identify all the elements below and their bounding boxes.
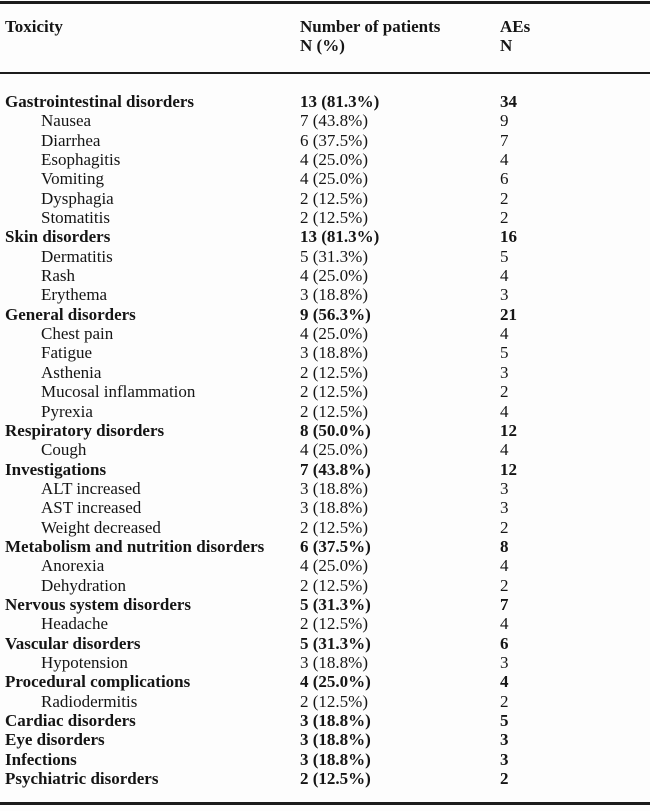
table-row	[0, 363, 650, 382]
patients-cell: 4 (25.0%)	[300, 672, 371, 692]
table-row	[0, 227, 650, 246]
table-row	[0, 247, 650, 266]
patients-cell: 3 (18.8%)	[300, 652, 368, 672]
aes-cell: 3	[500, 478, 509, 498]
aes-cell: 4	[500, 266, 509, 286]
table-row	[0, 208, 650, 227]
patients-cell: 13 (81.3%)	[300, 92, 380, 111]
patients-cell: 7 (43.8%)	[300, 111, 368, 131]
patients-cell: 3 (18.8%)	[300, 478, 368, 498]
aes-cell: 21	[500, 304, 517, 324]
table-row	[0, 324, 650, 343]
column-header-patients-line1: Number of patients	[300, 17, 441, 36]
aes-cell: 5	[500, 246, 509, 266]
aes-cell: 7	[500, 130, 509, 150]
toxicity-cell: Infections	[5, 749, 77, 769]
aes-cell: 4	[500, 556, 509, 576]
toxicity-cell: Eye disorders	[5, 730, 105, 750]
toxicity-cell: Respiratory disorders	[5, 420, 165, 440]
aes-cell: 2	[500, 691, 509, 711]
table-row	[0, 653, 650, 672]
toxicity-cell: Stomatitis	[41, 208, 110, 228]
toxicity-cell: Dermatitis	[41, 246, 113, 266]
patients-cell: 2 (12.5%)	[300, 575, 368, 595]
aes-cell: 2	[500, 769, 509, 789]
table-row	[0, 498, 650, 517]
table-row	[0, 305, 650, 324]
patients-cell: 3 (18.8%)	[300, 498, 368, 518]
toxicity-cell: Nervous system disorders	[5, 594, 192, 614]
table-row	[0, 672, 650, 691]
toxicity-cell: Erythema	[41, 285, 108, 305]
column-header-aes-line2: N	[500, 36, 513, 56]
toxicity-cell: Psychiatric disorders	[5, 769, 159, 789]
patients-cell: 2 (12.5%)	[300, 517, 368, 537]
patients-cell: 5 (31.3%)	[300, 594, 371, 614]
toxicity-cell: General disorders	[5, 304, 136, 324]
aes-cell: 3	[500, 285, 509, 305]
toxicity-cell: Fatigue	[41, 343, 92, 363]
patients-cell: 2 (12.5%)	[300, 382, 368, 402]
patients-cell: 3 (18.8%)	[300, 749, 371, 769]
aes-cell: 12	[500, 459, 517, 479]
table-row	[0, 169, 650, 188]
aes-cell: 3	[500, 652, 509, 672]
table-row	[0, 518, 650, 537]
aes-cell: 2	[500, 208, 509, 228]
toxicity-cell: Investigations	[5, 459, 107, 479]
toxicity-cell: Cough	[41, 440, 87, 460]
patients-cell: 9 (56.3%)	[300, 304, 371, 324]
toxicity-cell: Headache	[41, 614, 109, 634]
aes-cell: 6	[500, 169, 509, 189]
patients-cell: 2 (12.5%)	[300, 614, 368, 634]
toxicity-cell: Anorexia	[41, 556, 105, 576]
table-row	[0, 769, 650, 788]
table-row	[0, 556, 650, 575]
patients-cell: 4 (25.0%)	[300, 440, 368, 460]
aes-cell: 4	[500, 440, 509, 460]
aes-cell: 4	[500, 150, 509, 170]
patients-cell: 2 (12.5%)	[300, 401, 368, 421]
toxicity-cell: AST increased	[41, 498, 142, 518]
table-row	[0, 479, 650, 498]
aes-cell: 34	[500, 92, 517, 111]
table-row	[0, 692, 650, 711]
table-row	[0, 402, 650, 421]
patients-cell: 2 (12.5%)	[300, 208, 368, 228]
table-row	[0, 111, 650, 130]
aes-cell: 2	[500, 382, 509, 402]
toxicity-cell: Asthenia	[41, 362, 102, 382]
column-header-toxicity-label: Toxicity	[5, 17, 63, 36]
column-header-patients	[300, 17, 500, 56]
table-row	[0, 285, 650, 304]
table-row	[0, 711, 650, 730]
toxicity-cell: Radiodermitis	[41, 691, 138, 711]
table-row	[0, 343, 650, 362]
patients-cell: 2 (12.5%)	[300, 362, 368, 382]
patients-cell: 13 (81.3%)	[300, 227, 380, 247]
column-header-aes-line1: AEs	[500, 17, 531, 36]
aes-cell: 4	[500, 672, 509, 692]
toxicity-cell: Rash	[41, 266, 75, 286]
toxicity-cell: Procedural complications	[5, 672, 191, 692]
patients-cell: 3 (18.8%)	[300, 343, 368, 363]
aes-cell: 2	[500, 575, 509, 595]
patients-cell: 4 (25.0%)	[300, 324, 368, 344]
toxicity-cell: Mucosal inflammation	[41, 382, 196, 402]
table-row	[0, 266, 650, 285]
patients-cell: 4 (25.0%)	[300, 266, 368, 286]
patients-cell: 4 (25.0%)	[300, 150, 368, 170]
table-row	[0, 576, 650, 595]
aes-cell: 2	[500, 188, 509, 208]
patients-cell: 4 (25.0%)	[300, 556, 368, 576]
table-row	[0, 131, 650, 150]
patients-cell: 3 (18.8%)	[300, 730, 371, 750]
patients-cell: 7 (43.8%)	[300, 459, 371, 479]
patients-cell: 3 (18.8%)	[300, 711, 371, 730]
aes-cell: 8	[500, 536, 509, 556]
aes-cell: 7	[500, 594, 509, 614]
patients-cell: 2 (12.5%)	[300, 691, 368, 711]
toxicity-cell: Pyrexia	[41, 401, 93, 421]
patients-cell: 6 (37.5%)	[300, 536, 371, 556]
table-row	[0, 537, 650, 556]
column-header-aes	[500, 17, 650, 56]
patients-cell: 6 (37.5%)	[300, 130, 368, 150]
table-row	[0, 421, 650, 440]
aes-cell: 16	[500, 227, 517, 247]
toxicity-cell: Esophagitis	[41, 150, 121, 170]
aes-cell: 4	[500, 401, 509, 421]
toxicity-cell: Hypotension	[41, 652, 128, 672]
toxicity-cell: Dehydration	[41, 575, 126, 595]
patients-cell: 3 (18.8%)	[300, 285, 368, 305]
aes-cell: 3	[500, 362, 509, 382]
toxicity-cell: ALT increased	[41, 478, 141, 498]
table-row	[0, 440, 650, 459]
table-row	[0, 382, 650, 401]
table-body	[0, 92, 650, 788]
toxicity-cell: Cardiac disorders	[5, 711, 136, 730]
patients-cell: 5 (31.3%)	[300, 246, 368, 266]
table-row	[0, 750, 650, 769]
table-row	[0, 614, 650, 633]
toxicity-cell: Metabolism and nutrition disorders	[5, 536, 265, 556]
patients-cell: 4 (25.0%)	[300, 169, 368, 189]
aes-cell: 12	[500, 420, 517, 440]
toxicity-cell: Vascular disorders	[5, 633, 141, 653]
table-bottom-rule	[0, 802, 650, 805]
aes-cell: 6	[500, 633, 509, 653]
toxicity-cell: Dysphagia	[41, 188, 114, 208]
aes-cell: 5	[500, 711, 509, 730]
table-row	[0, 189, 650, 208]
table-row	[0, 150, 650, 169]
aes-cell: 4	[500, 324, 509, 344]
toxicity-cell: Diarrhea	[41, 130, 101, 150]
aes-cell: 5	[500, 343, 509, 363]
aes-cell: 3	[500, 498, 509, 518]
aes-cell: 3	[500, 749, 509, 769]
table-header-row	[0, 17, 650, 56]
aes-cell: 3	[500, 730, 509, 750]
table-row	[0, 595, 650, 614]
header-separator-rule	[0, 72, 650, 74]
table-row	[0, 460, 650, 479]
column-header-patients-line2: N (%)	[300, 36, 345, 56]
patients-cell: 2 (12.5%)	[300, 769, 371, 789]
aes-cell: 9	[500, 111, 509, 131]
table-top-rule	[0, 1, 650, 4]
table-row	[0, 92, 650, 111]
column-header-toxicity	[0, 17, 300, 56]
toxicity-cell: Vomiting	[41, 169, 104, 189]
table-row	[0, 730, 650, 749]
table-row	[0, 634, 650, 653]
toxicity-cell: Gastrointestinal disorders	[5, 92, 195, 111]
toxicity-cell: Weight decreased	[41, 517, 161, 537]
toxicity-cell: Skin disorders	[5, 227, 111, 247]
toxicity-cell: Nausea	[41, 111, 92, 131]
patients-cell: 2 (12.5%)	[300, 188, 368, 208]
aes-cell: 2	[500, 517, 509, 537]
aes-cell: 4	[500, 614, 509, 634]
patients-cell: 8 (50.0%)	[300, 420, 371, 440]
toxicity-cell: Chest pain	[41, 324, 114, 344]
patients-cell: 5 (31.3%)	[300, 633, 371, 653]
